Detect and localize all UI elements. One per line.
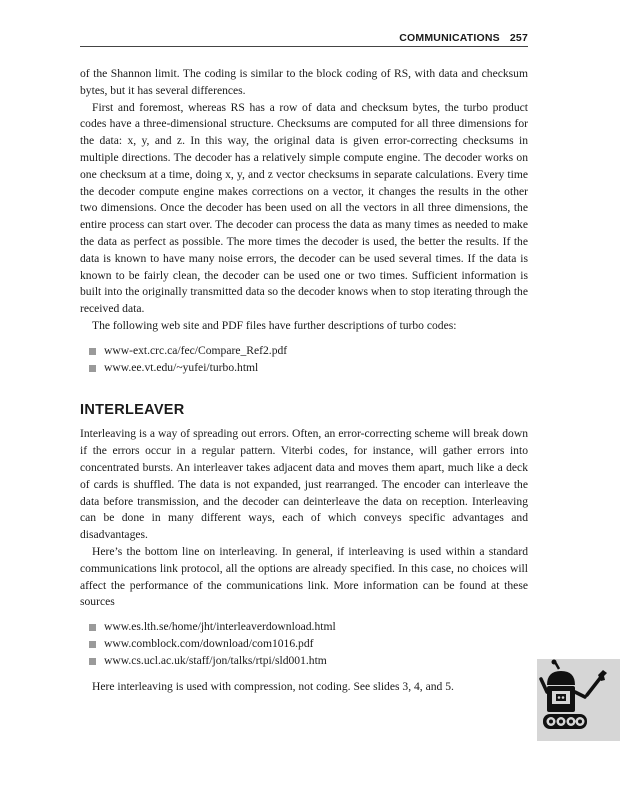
link-text[interactable]: www.cs.ucl.ac.uk/staff/jon/talks/rtpi/sld001.htm [104, 653, 327, 667]
paragraph-turbo-structure: First and foremost, whereas RS has a row of data and checksum bytes, the turbo product codes have a three-dimensional structure. Checksums are computed for all three dimensions for the data: x, y, and z. In this way, the original data is given error-correcting checksums in multiple directions. The decoder has a relatively simple compute engine. The decoder works on one checksum at a time, doing x, y, and z vector checksums in separate calculations. Every time the decoder compute engine makes corrections on a vector, it changes the results in the other two dimensions. Once the decoder has been used on all the vectors in all three dimensions, the entire process can start over. The decoder can process the data as many times as needed to make the data as perfect as possible. The more times the decoder is used, the better the results. If the data is known to have many noise errors, the decoder can be used several times. If the data is known to be fairly clean, the decoder can be used one or two times. Sufficient information is built into the originally transmitted data so the decoder knows when to stop iterating through the received data. [80, 100, 528, 316]
paragraph-closing: Here interleaving is used with compression, not coding. See slides 3, 4, and 5. [92, 679, 454, 693]
thumb-tab [537, 659, 620, 741]
robot-icon [537, 659, 620, 741]
running-head [80, 32, 528, 44]
bullet-icon [89, 365, 96, 372]
list-item [80, 653, 528, 670]
turbo-link-list [80, 343, 528, 377]
paragraph-bottom-line: Here’s the bottom line on interleaving. In general, if interleaving is used within a standard communications link protocol, all the options are already specified. In this case, no choices will affect the performance of the communications link. More information can be found at these sources [80, 544, 528, 609]
page-number: 257 [509, 32, 528, 44]
list-item [80, 619, 528, 636]
list-item [80, 636, 528, 653]
list-item [80, 343, 528, 360]
link-text[interactable]: www.comblock.com/download/com1016.pdf [104, 636, 314, 650]
interleaver-link-list [80, 619, 528, 669]
paragraph-interleaving-intro: Interleaving is a way of spreading out errors. Often, an error-correcting scheme will break down if the errors occur in a regular pattern. Viterbi codes, for instance, will gather errors into concentrated bursts. An interleaver takes adjacent data and moves them apart, much like a deck of cards is shuffled. The data is not expanded, just rearranged. The encoder can interleave the data before transmission, and the decoder can deinterleave the data on reception. Interleaving can be done in many different ways, each of which conveys specific advantages and disadvantages. [80, 427, 528, 542]
bullet-icon [89, 624, 96, 631]
link-text[interactable]: www.ee.vt.edu/~yufei/turbo.html [104, 360, 259, 374]
section-heading: INTERLEAVER [80, 402, 185, 419]
list-item [80, 360, 528, 377]
page-body [80, 66, 528, 695]
link-text[interactable]: www.es.lth.se/home/jht/interleaverdownload.html [104, 620, 336, 634]
bullet-icon [89, 348, 96, 355]
bullet-icon [89, 658, 96, 665]
paragraph-continuation: of the Shannon limit. The coding is similar to the block coding of RS, with data and checksum bytes, but it has several differences. [80, 67, 528, 97]
section-title: COMMUNICATIONS [399, 32, 500, 44]
paragraph-turbo-links-intro: The following web site and PDF files have further descriptions of turbo codes: [92, 318, 457, 332]
link-text[interactable]: www-ext.crc.ca/fec/Compare_Ref2.pdf [104, 343, 288, 357]
header-rule [80, 46, 528, 47]
bullet-icon [89, 641, 96, 648]
